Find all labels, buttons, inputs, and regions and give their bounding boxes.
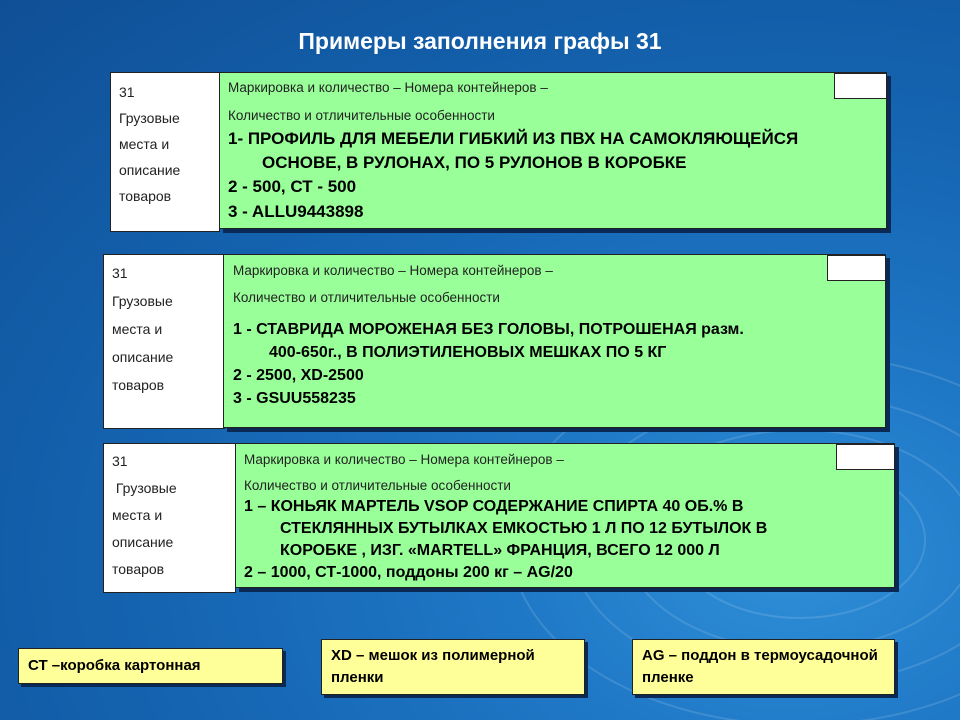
goods-line: 1 – КОНЬЯК МАРТЕЛЬ VSOP СОДЕРЖАНИЕ СПИРТА 40 ОБ.% В (244, 498, 744, 515)
field-31-label-2: 31 Грузовые места и описание товаров (103, 254, 225, 429)
goods-line: ОСНОВЕ, В РУЛОНАХ, ПО 5 РУЛОНОВ В КОРОБКЕ (262, 153, 687, 172)
example-3-content (235, 443, 895, 588)
corner-cutout (827, 255, 885, 281)
field-31-label-3: 31 Грузовые места и описание товаров (103, 443, 236, 593)
example-2-content (223, 254, 886, 428)
goods-line: СТЕКЛЯННЫХ БУТЫЛКАХ ЕМКОСТЬЮ 1 Л ПО 12 БУТЫЛОК В (280, 520, 768, 537)
goods-line: 1 - СТАВРИДА МОРОЖЕНАЯ БЕЗ ГОЛОВЫ, ПОТРОШЕНАЯ разм. (233, 321, 744, 338)
goods-line: 2 – 1000, СТ-1000, поддоны 200 кг – AG/20 (244, 564, 573, 581)
corner-cutout (836, 444, 894, 470)
field-31-label-1: 31 Грузовые места и описание товаров (110, 72, 220, 232)
header-marking: Маркировка и количество – Номера контейнеров – (228, 80, 548, 95)
header-marking: Маркировка и количество – Номера контейнеров – (233, 263, 553, 278)
goods-line: 1- ПРОФИЛЬ ДЛЯ МЕБЕЛИ ГИБКИЙ ИЗ ПВХ НА САМОКЛЯЮЩЕЙСЯ (228, 129, 799, 148)
goods-line: КОРОБКЕ , ИЗГ. «MARTELL» ФРАНЦИЯ, ВСЕГО 12 000 Л (280, 542, 720, 559)
goods-line: 400-650г., В ПОЛИЭТИЛЕНОВЫХ МЕШКАХ ПО 5 КГ (269, 344, 667, 361)
goods-line: 3 - GSUU558235 (233, 390, 356, 407)
header-quantity: Количество и отличительные особенности (228, 108, 495, 123)
header-marking: Маркировка и количество – Номера контейнеров – (244, 452, 564, 467)
legend-ct: СТ –коробка картонная (18, 648, 283, 684)
corner-cutout (834, 73, 886, 99)
goods-line: 3 - ALLU9443898 (228, 202, 364, 221)
legend-ag: AG – поддон в термоусадочной пленке (632, 639, 895, 695)
example-1-content (219, 72, 887, 229)
legend-xd: XD – мешок из полимерной пленки (321, 639, 585, 695)
goods-line: 2 - 500, СТ - 500 (228, 177, 357, 196)
header-quantity: Количество и отличительные особенности (244, 478, 511, 493)
goods-line: 2 - 2500, XD-2500 (233, 367, 364, 384)
slide-title: Примеры заполнения графы 31 (298, 28, 662, 54)
header-quantity: Количество и отличительные особенности (233, 290, 500, 305)
